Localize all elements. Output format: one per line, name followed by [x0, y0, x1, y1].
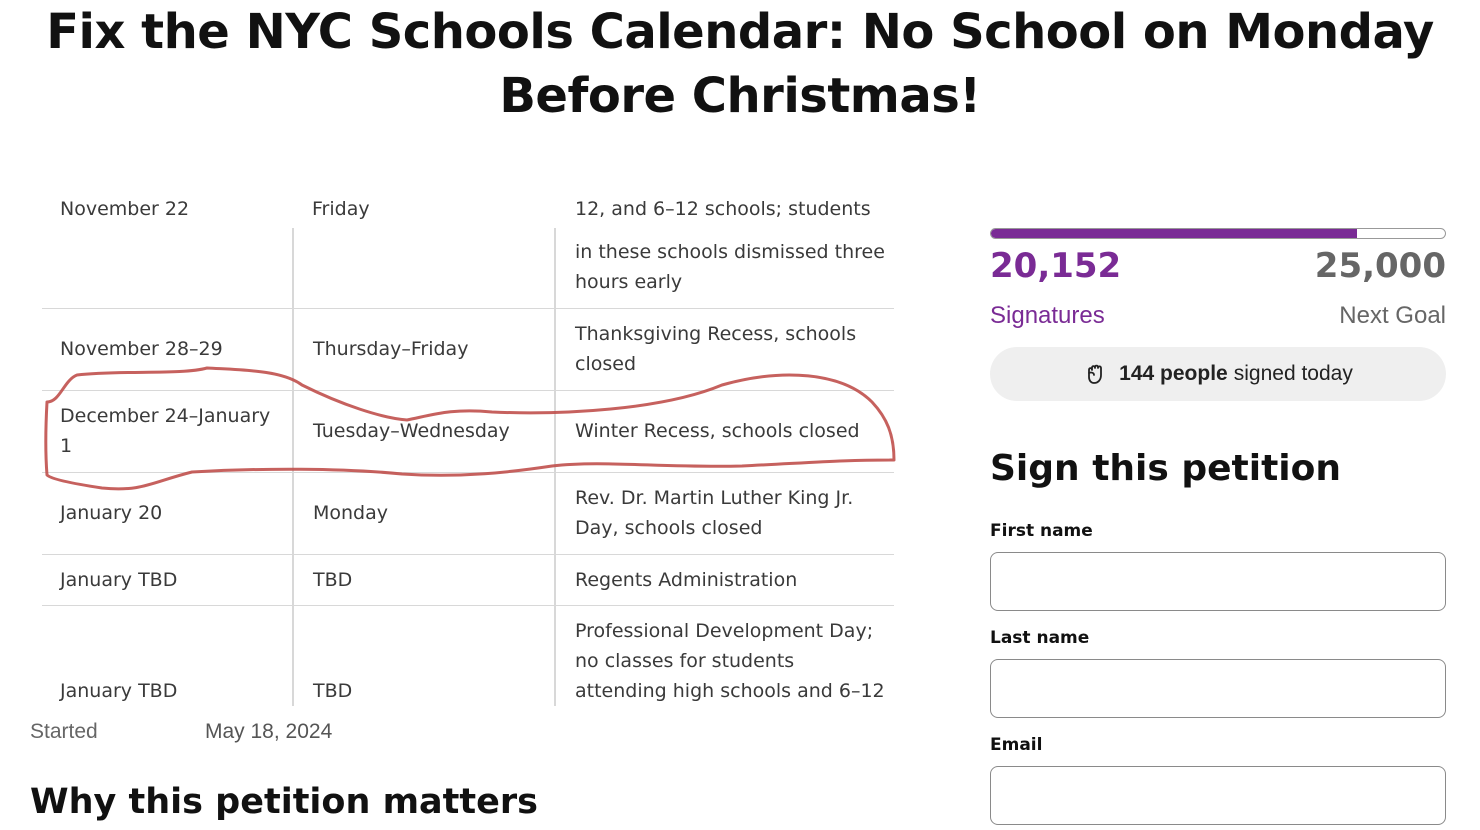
- signed-today-suffix: signed today: [1233, 362, 1353, 385]
- email-field[interactable]: [990, 766, 1446, 825]
- table-cell: December 24–January: [60, 405, 271, 427]
- table-row: [42, 555, 894, 606]
- table-cell: closed: [575, 353, 636, 375]
- table-cell: Professional Development Day;: [575, 620, 874, 642]
- table-cell: Friday: [312, 198, 370, 220]
- signature-count: 20,152: [990, 246, 1122, 286]
- table-cell: 1: [60, 435, 73, 457]
- table-cell: Regents Administration: [575, 569, 798, 591]
- started-label: Started: [30, 720, 98, 743]
- table-cell: hours early: [575, 271, 683, 293]
- signature-progress-fill: [991, 229, 1357, 238]
- table-cell: TBD: [313, 569, 353, 591]
- table-cell: Day, schools closed: [575, 517, 763, 539]
- signatures-label: Signatures: [990, 302, 1105, 329]
- goal-count: 25,000: [1314, 246, 1446, 286]
- table-row: [42, 606, 894, 706]
- table-cell: Rev. Dr. Martin Luther King Jr.: [575, 487, 854, 509]
- first-name-field[interactable]: [990, 552, 1446, 611]
- table-cell: January TBD: [60, 680, 178, 702]
- table-cell: Thanksgiving Recess, schools: [575, 323, 857, 345]
- table-row: [42, 309, 894, 391]
- signed-today-count: 144 people: [1119, 362, 1228, 385]
- calendar-table: [42, 198, 894, 706]
- table-row: [42, 473, 894, 555]
- table-cell: January 20: [60, 502, 163, 524]
- email-label: Email: [990, 735, 1043, 755]
- table-cell: January TBD: [60, 569, 178, 591]
- table-cell: TBD: [313, 680, 353, 702]
- fist-icon: [1083, 361, 1109, 387]
- table-row: [42, 210, 894, 309]
- signature-progress-bar: [990, 228, 1446, 239]
- table-cell: Tuesday–Wednesday: [313, 420, 510, 442]
- table-cell: no classes for students: [575, 650, 795, 672]
- table-cell: in these schools dismissed three: [575, 241, 885, 263]
- signed-today-badge: [990, 347, 1446, 401]
- next-goal-label: Next Goal: [1339, 302, 1446, 329]
- table-cell: November 28–29: [60, 338, 223, 360]
- table-cell: 12, and 6–12 schools; students: [575, 198, 871, 220]
- started-date: May 18, 2024: [205, 720, 333, 743]
- last-name-field[interactable]: [990, 659, 1446, 718]
- table-cell: Winter Recess, schools closed: [575, 420, 860, 442]
- table-cell: Thursday–Friday: [313, 338, 469, 360]
- first-name-label: First name: [990, 521, 1093, 541]
- last-name-label: Last name: [990, 628, 1090, 648]
- table-row: [42, 391, 894, 473]
- why-petition-heading: Why this petition matters: [30, 782, 538, 822]
- sign-petition-heading: Sign this petition: [990, 448, 1341, 489]
- table-cell: November 22: [60, 198, 190, 220]
- petition-image: [42, 198, 894, 706]
- petition-title: Fix the NYC Schools Calendar: No School on Monday Before Christmas!: [46, 4, 1434, 124]
- table-cell: attending high schools and 6–12: [575, 680, 885, 702]
- table-cell: Monday: [313, 502, 389, 524]
